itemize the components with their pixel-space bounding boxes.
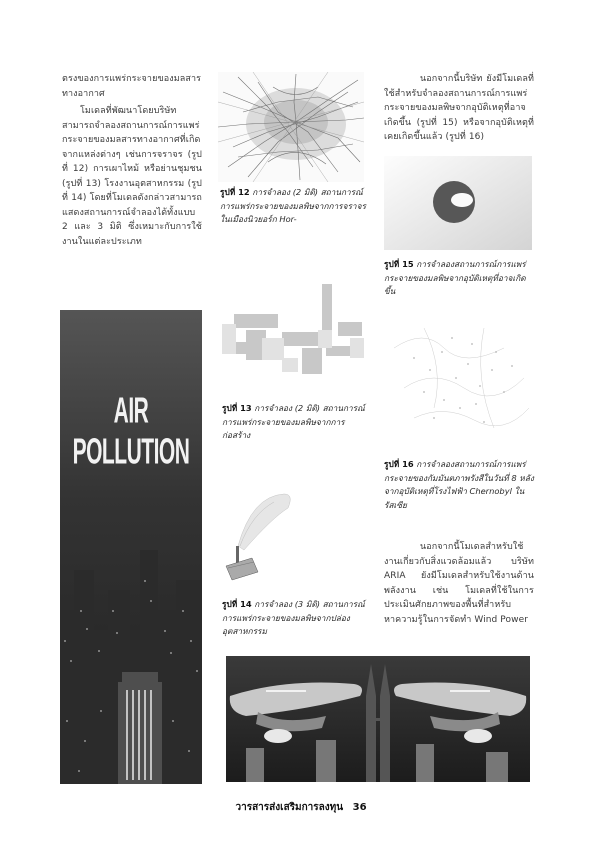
city-skyline-illustration [60, 310, 202, 784]
smokestack-plume-illustration [222, 488, 368, 588]
air-pollution-photo [60, 310, 202, 784]
col1-paragraph-2: โมเดลที่พัฒนาโดยบริษัท สามารถจำลองสถานการณ์การแพร่กระจายของมลสารทางอากาศที่เกิดจากแหล่งต่างๆ เช่นการจราจร (รูปที่ 12) การเผาไหม้ หรือย่านชุมชน (รูปที่ 13) โรงงานอุตสาหกรรม (รูปที่ 14) โดยที่โมเดลดังกล่าวสามารถแสดงสถานการณ์จำลองได้ทั้งแบบ 2 และ 3 มิติ ซึ่งเหมาะกับการใช้งานในแต่ละประเภท [62, 106, 202, 247]
road-network-illustration [218, 72, 364, 182]
figure-16-caption [384, 458, 536, 512]
figure-12-caption [220, 186, 368, 227]
figure-12-text: การจำลอง (2 มิติ) สถานการณ์การแพร่กระจายของมลพิษจากการจราจร ในเมืองนิวยอร์ก Hor- [220, 187, 366, 225]
figure-13-text: การจำลอง (2 มิติ) สถานการณ์การแพร่กระจายของมลพิษจากการก่อสร้าง [222, 403, 365, 441]
airplanes-towers-illustration [226, 656, 530, 782]
figure-13-construction [222, 282, 368, 392]
figure-15-accident-sim [384, 156, 532, 250]
figure-16-chernobyl-map [384, 308, 534, 448]
page-footer [226, 800, 376, 815]
poster-title: AIR POLLUTION [72, 392, 190, 472]
figure-16-text: การจำลองสถานการณ์การแพร่กระจายของกัมมันตภาพรังสีในวันที่ 8 หลังจากอุบัติเหตุที่โรงไฟฟ้า Chernobyl ในรัสเซีย [384, 459, 534, 510]
figure-14-label: รูปที่ 14 [222, 599, 252, 609]
construction-pollution-illustration [222, 282, 368, 392]
accident-plume-illustration [384, 156, 532, 250]
figure-13-caption [222, 402, 370, 443]
figure-14-text: การจำลอง (3 มิติ) สถานการณ์การแพร่กระจายของมลพิษจากปล่องอุตสาหกรรม [222, 599, 365, 637]
col3-paragraph-top: นอกจากนี้บริษัท ยังมีโมเดลที่ใช้สำหรับจำลองสถานการณ์การแพร่กระจายของมลพิษจากอุบัติเหตุที่อาจเกิดขึ้น (รูปที่ 15) หรือจากอุบัติเหตุที่เคยเกิดขึ้นแล้ว (รูปที่ 16) [384, 74, 534, 142]
col1-paragraph-1: ตรงของการแพร่กระจายของมลสารทางอากาศ [62, 74, 202, 99]
page-number: 36 [352, 802, 367, 813]
radiation-spread-map-illustration [384, 308, 534, 448]
col3-paragraph-bottom: นอกจากนี้โมเดลสำหรับใช้งานเกี่ยวกับสิ่งแวดล้อมแล้ว บริษัท ARIA ยังมีโมเดลสำหรับใช้งานด้านพลังงาน เช่น โมเดลที่ใช้ในการประเมินศักยภาพของพื้นที่สำหรับหาความรู้ในการจัดทำ Wind Power [384, 542, 534, 625]
figure-12-traffic-map [218, 72, 364, 182]
figure-14-caption [222, 598, 370, 639]
figure-13-label: รูปที่ 13 [222, 403, 252, 413]
figure-16-label: รูปที่ 16 [384, 459, 414, 469]
figure-15-caption [384, 258, 536, 299]
figure-14-3d-plume [222, 488, 368, 588]
footer-title: วารสารส่งเสริมการลงทุน [235, 802, 344, 813]
figure-15-label: รูปที่ 15 [384, 259, 414, 269]
figure-15-text: การจำลองสถานการณ์การแพร่กระจายของมลพิษจากอุบัติเหตุที่อาจเกิดขึ้น [384, 259, 526, 297]
wind-power-banner-photo [226, 656, 530, 782]
figure-12-label: รูปที่ 12 [220, 187, 250, 197]
